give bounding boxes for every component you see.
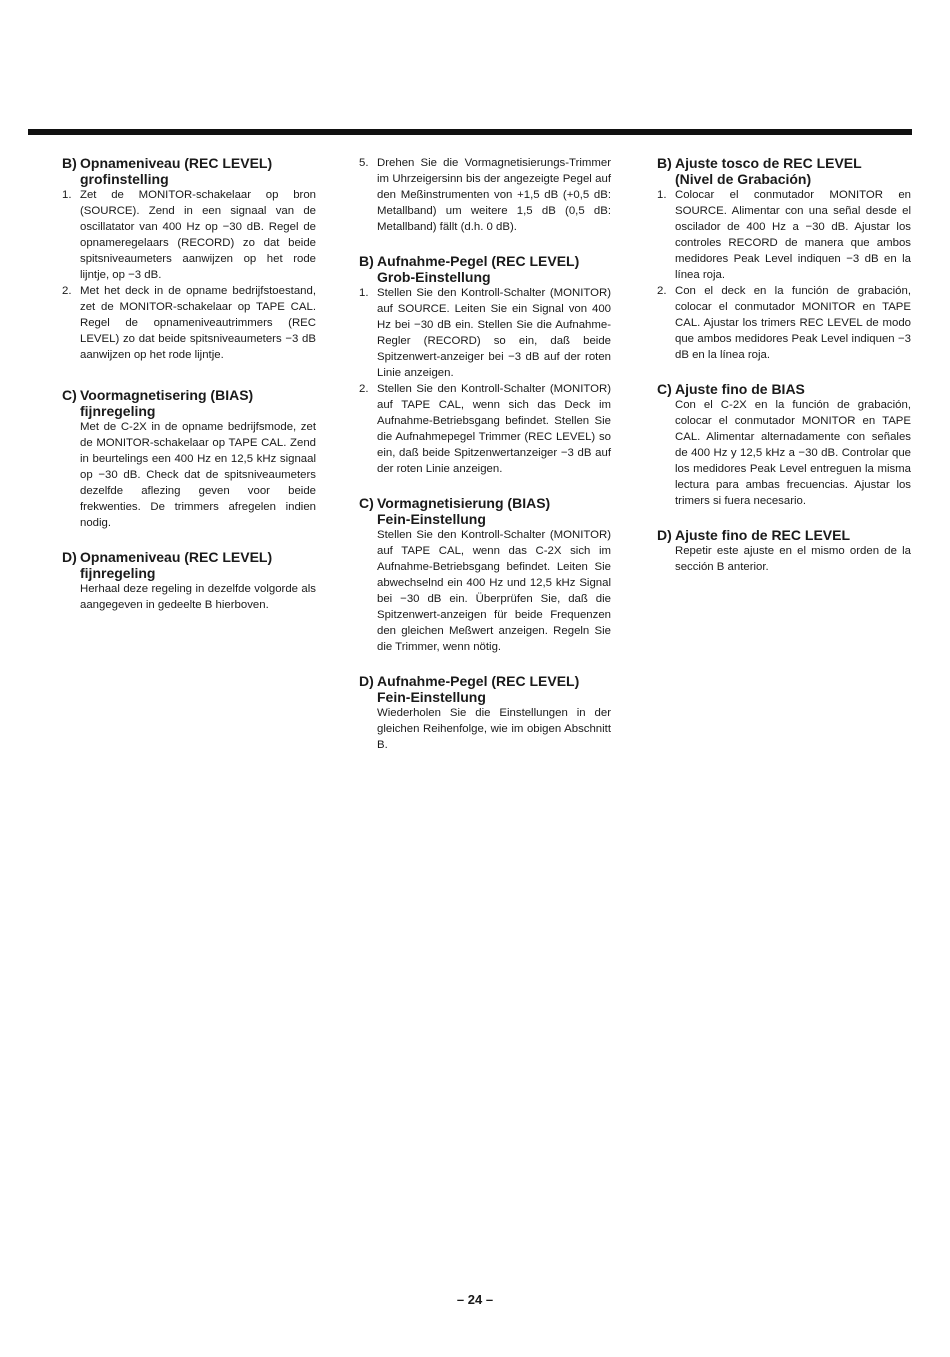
- section-letter: D): [62, 549, 77, 565]
- section-subtitle: Grob-Einstellung: [377, 269, 491, 285]
- item-text: Con el deck en la función de grabación, colocar el conmutador MONITOR en TAPE CAL. Ajustar los trimers REC LEVEL de modo que ambos medidores Peak Level indiquen −3 dB en la línea roja.: [675, 285, 911, 361]
- section-c: [657, 381, 911, 509]
- section-heading: [657, 527, 911, 543]
- item-text: Stellen Sie den Kontroll-Schalter (MONITOR) auf TAPE CAL, wenn sich das Deck im Aufnahme-Betriebsgang befindet. Stellen Sie die Aufnahmepegel Trimmer (REC LEVEL) so ein, daß beide Spitzenwertanzeiger −3 dB auf der roten Linie anzeigen.: [377, 383, 611, 475]
- column-dutch: [62, 155, 316, 631]
- section-subtitle: grofinstelling: [80, 171, 169, 187]
- list-item: [62, 283, 316, 363]
- section-heading: [359, 495, 611, 527]
- numbered-list: [657, 187, 911, 363]
- column-german: [359, 155, 611, 771]
- section-heading: [359, 673, 611, 705]
- section-title: Voormagnetisering (BIAS): [80, 387, 254, 403]
- list-item: [359, 155, 611, 235]
- item-number: 2.: [657, 285, 667, 297]
- section-continued: [359, 155, 611, 235]
- section-body: Herhaal deze regeling in dezelfde volgorde als aangegeven in gedeelte B hierboven.: [80, 583, 316, 611]
- section-heading: [657, 381, 911, 397]
- section-title: Aufnahme-Pegel (REC LEVEL): [377, 253, 580, 269]
- section-title: Vormagnetisierung (BIAS): [377, 495, 551, 511]
- item-text: Colocar el conmutador MONITOR en SOURCE. Alimentar con una señal desde el oscilador de 400 Hz a −30 dB. Ajustar los controles RECORD de manera que ambos medidores Peak Level indiquen −3 dB en la línea roja.: [675, 189, 911, 281]
- section-heading: [657, 155, 911, 187]
- section-body: Con el C-2X en la función de grabación, colocar el conmutador MONITOR en TAPE CAL. Alimentar alternadamente con señales de 400 Hz y 12,5 kHz a −30 dB. Controlar que los medidores Peak Level entreguen la misma lectura para ambas frecuencias. Ajustar los trimers si fuera necesario.: [675, 399, 911, 507]
- section-letter: D): [359, 673, 374, 689]
- numbered-list: [62, 187, 316, 363]
- column-spanish: [657, 155, 911, 593]
- section-subtitle: fijnregeling: [80, 565, 156, 581]
- section-body: Met de C-2X in de opname bedrijfsmode, zet de MONITOR-schakelaar op TAPE CAL. Zend in beurtelings een 400 Hz en 12,5 kHz signaal op −30 dB. Check dat de spitsniveaumeters dezelfde aflezing geven voor beide frekwenties. De trimmers afregelen indien nodig.: [80, 421, 316, 529]
- item-number: 1.: [657, 189, 667, 201]
- section-d: [62, 549, 316, 613]
- section-body: Wiederholen Sie die Einstellungen in der gleichen Reihenfolge, wie im obigen Abschnitt B.: [377, 707, 611, 751]
- item-text: Zet de MONITOR-schakelaar op bron (SOURCE). Zend in een signaal van de oscillatator van 400 Hz op −30 dB. Regel de opnameregelaars (RECORD) zo dat beide spitsniveaumeters aanwijzen op het rode lijntje, op −3 dB.: [80, 189, 316, 281]
- list-item: [62, 187, 316, 283]
- section-title: Opnameniveau (REC LEVEL): [80, 549, 273, 565]
- section-title: Ajuste fino de REC LEVEL: [675, 527, 851, 543]
- section-subtitle: Fein-Einstellung: [377, 511, 486, 527]
- section-title: Aufnahme-Pegel (REC LEVEL): [377, 673, 580, 689]
- section-body: Repetir este ajuste en el mismo orden de la sección B anterior.: [675, 545, 911, 573]
- section-heading: [359, 253, 611, 285]
- section-title: Ajuste tosco de REC LEVEL: [675, 155, 862, 171]
- section-letter: C): [62, 387, 77, 403]
- section-letter: B): [657, 155, 672, 171]
- item-number: 1.: [62, 189, 72, 201]
- top-rule: [28, 129, 912, 135]
- section-body: Stellen Sie den Kontroll-Schalter (MONITOR) auf TAPE CAL, wenn das C-2X sich im Aufnahme-Betriebsgang befindet. Leiten Sie abwechselnd ein 400 Hz und 12,5 kHz Signal bei −30 dB ein. Überprüfen Sie, daß die Spitzenwert-anzeigen für beide Frequenzen den gleichen Meßwert anzeigen. Regeln Sie die Trimmer, wenn nötig.: [377, 529, 611, 653]
- section-title: Ajuste fino de BIAS: [675, 381, 805, 397]
- numbered-list: [359, 285, 611, 477]
- list-item: [359, 381, 611, 477]
- section-heading: [62, 549, 316, 581]
- item-text: Met het deck in de opname bedrijfstoestand, zet de MONITOR-schakelaar op TAPE CAL. Regel de opnameniveautrimmers (REC LEVEL) zo dat beide spitsniveaumeters −3 dB aanwijzen op het rode lijntje.: [80, 285, 316, 361]
- section-letter: C): [359, 495, 374, 511]
- section-letter: C): [657, 381, 672, 397]
- item-number: 5.: [359, 157, 369, 169]
- item-number: 2.: [62, 285, 72, 297]
- section-b: [359, 253, 611, 477]
- section-d: [657, 527, 911, 575]
- section-c: [359, 495, 611, 655]
- item-text: Drehen Sie die Vormagnetisierungs-Trimmer im Uhrzeigersinn bis der angezeigte Pegel auf den Meßinstrumenten von +1,5 dB (+0,5 dB: Metallband) um weitere 1,5 dB (0,5 dB: Metallband) fällt (d.h. 0 dB).: [377, 157, 611, 233]
- item-number: 2.: [359, 383, 369, 395]
- page-number: – 24 –: [456, 1292, 494, 1307]
- section-heading: [62, 155, 316, 187]
- item-number: 1.: [359, 287, 369, 299]
- numbered-list: [359, 155, 611, 235]
- list-item: [657, 187, 911, 283]
- section-title: Opnameniveau (REC LEVEL): [80, 155, 273, 171]
- section-b: [62, 155, 316, 363]
- section-subtitle: (Nivel de Grabación): [675, 171, 812, 187]
- section-letter: D): [657, 527, 672, 543]
- section-d: [359, 673, 611, 753]
- section-subtitle: fijnregeling: [80, 403, 156, 419]
- section-letter: B): [62, 155, 77, 171]
- list-item: [359, 285, 611, 381]
- section-b: [657, 155, 911, 363]
- section-heading: [62, 387, 316, 419]
- section-c: [62, 387, 316, 531]
- list-item: [657, 283, 911, 363]
- section-subtitle: Fein-Einstellung: [377, 689, 486, 705]
- item-text: Stellen Sie den Kontroll-Schalter (MONITOR) auf SOURCE. Leiten Sie ein Signal von 400 Hz bei −30 dB ein. Stellen Sie die Aufnahme-Regler (RECORD) so ein, daß beide Spitzenwert-anzeiger bei −3 dB auf der roten Linie anzeigen.: [377, 287, 611, 379]
- section-letter: B): [359, 253, 374, 269]
